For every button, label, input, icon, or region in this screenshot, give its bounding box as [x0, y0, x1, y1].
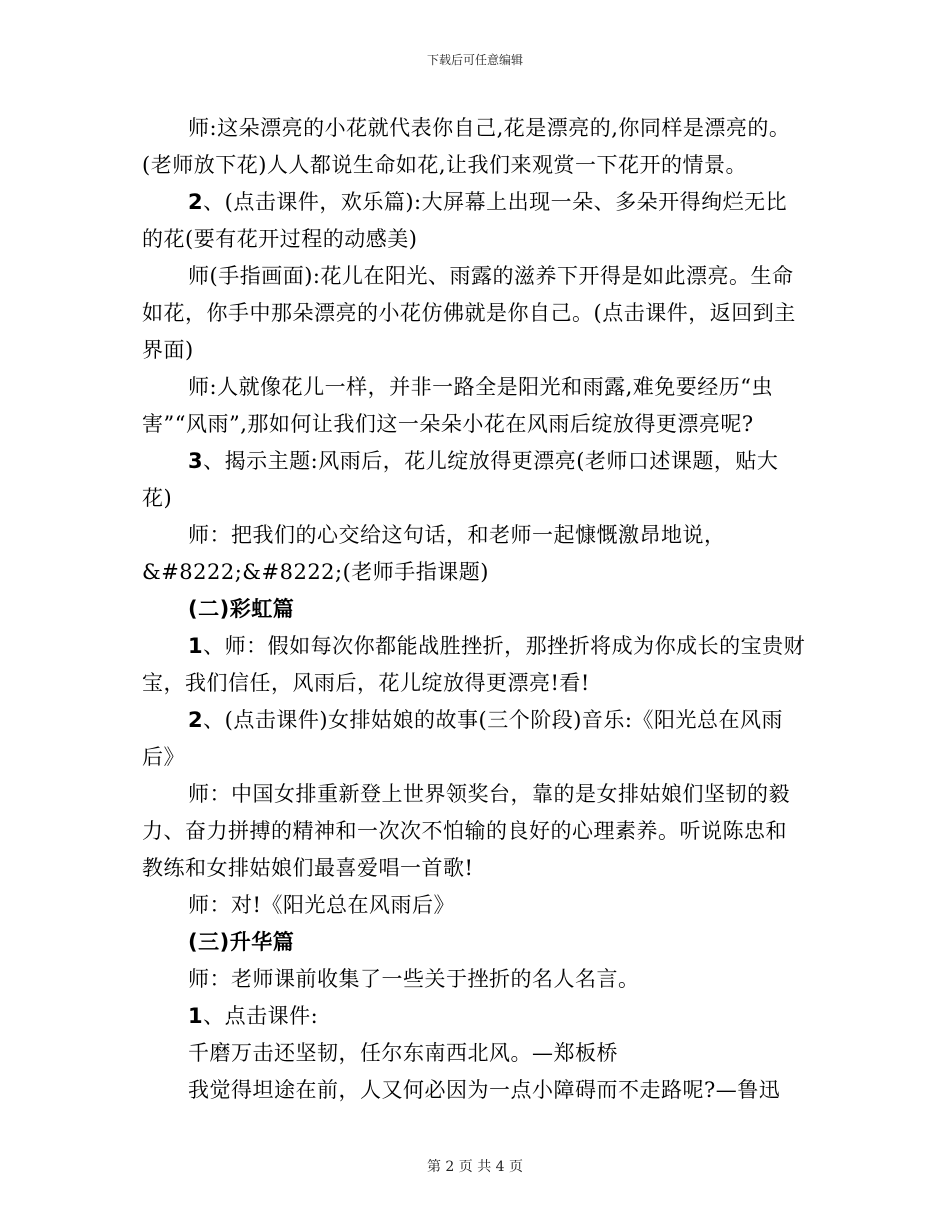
- quote-line: 我觉得坦途在前，人又何必因为一点小障碍而不走路呢?—鲁迅: [188, 1078, 781, 1102]
- paragraph-line: 如花，你手中那朵漂亮的小花仿佛就是你自己。(点击课件，返回到主: [142, 301, 796, 325]
- section-heading: (二)彩虹篇: [188, 597, 295, 621]
- item-number: 1: [188, 634, 204, 658]
- item-text: 、揭示主题:风雨后，花儿绽放得更漂亮(老师口述课题，贴大: [203, 449, 779, 473]
- paragraph-line: 师：中国女排重新登上世界领奖台，靠的是女排姑娘们坚韧的毅: [188, 782, 790, 806]
- paragraph-line: 宝，我们信任，风雨后，花儿绽放得更漂亮!看!: [142, 671, 590, 695]
- page-footer: 第 2 页 共 4 页: [426, 1159, 524, 1175]
- item-text: 、点击课件:: [203, 1004, 319, 1028]
- item-number: 2: [188, 708, 204, 732]
- item-text: 、(点击课件)女排姑娘的故事(三个阶段)音乐:《阳光总在风雨: [203, 708, 783, 732]
- paragraph-line: 界面): [142, 338, 194, 362]
- paragraph-line: 师：把我们的心交给这句话，和老师一起慷慨激昂地说，: [188, 523, 726, 547]
- paragraph-line: 后》: [142, 745, 185, 769]
- numbered-line: [142, 998, 822, 1035]
- numbered-line: [142, 443, 822, 480]
- document-body: [142, 110, 822, 1109]
- paragraph-line: 师：对!《阳光总在风雨后》: [188, 893, 455, 917]
- paragraph-line: 教练和女排姑娘们最喜爱唱一首歌!: [142, 856, 474, 880]
- paragraph-line: &#8222;&#8222;(老师手指课题): [142, 560, 489, 584]
- paragraph-line: 花): [142, 486, 173, 510]
- item-number: 3: [188, 449, 204, 473]
- quote-line: 千磨万击还坚韧，任尔东南西北风。—郑板桥: [188, 1041, 618, 1065]
- numbered-line: [142, 628, 822, 665]
- item-text: 、(点击课件，欢乐篇):大屏幕上出现一朵、多朵开得绚烂无比: [203, 190, 788, 214]
- paragraph-line: 师:人就像花儿一样，并非一路全是阳光和雨露,难免要经历“虫: [188, 375, 773, 399]
- paragraph-line: 害”“风雨”,那如何让我们这一朵朵小花在风雨后绽放得更漂亮呢?: [142, 412, 754, 436]
- numbered-line: [142, 184, 822, 221]
- page-header: 下载后可任意编辑: [426, 53, 523, 67]
- section-heading: (三)升华篇: [188, 930, 295, 954]
- item-number: 2: [188, 190, 204, 214]
- paragraph-line: 力、奋力拼搏的精神和一次次不怕输的良好的心理素养。听说陈忠和: [142, 819, 787, 843]
- paragraph-line: 师：老师课前收集了一些关于挫折的名人名言。: [188, 967, 640, 991]
- item-number: 1: [188, 1004, 204, 1028]
- item-text: 、师：假如每次你都能战胜挫折，那挫折将成为你成长的宝贵财: [203, 634, 806, 658]
- numbered-line: [142, 702, 822, 739]
- paragraph-line: 的花(要有花开过程的动感美): [142, 227, 418, 251]
- paragraph-line: (老师放下花)人人都说生命如花,让我们来观赏一下花开的情景。: [142, 153, 748, 177]
- paragraph-line: 师:这朵漂亮的小花就代表你自己,花是漂亮的,你同样是漂亮的。: [188, 116, 791, 140]
- paragraph-line: 师(手指画面):花儿在阳光、雨露的滋养下开得是如此漂亮。生命: [188, 264, 794, 288]
